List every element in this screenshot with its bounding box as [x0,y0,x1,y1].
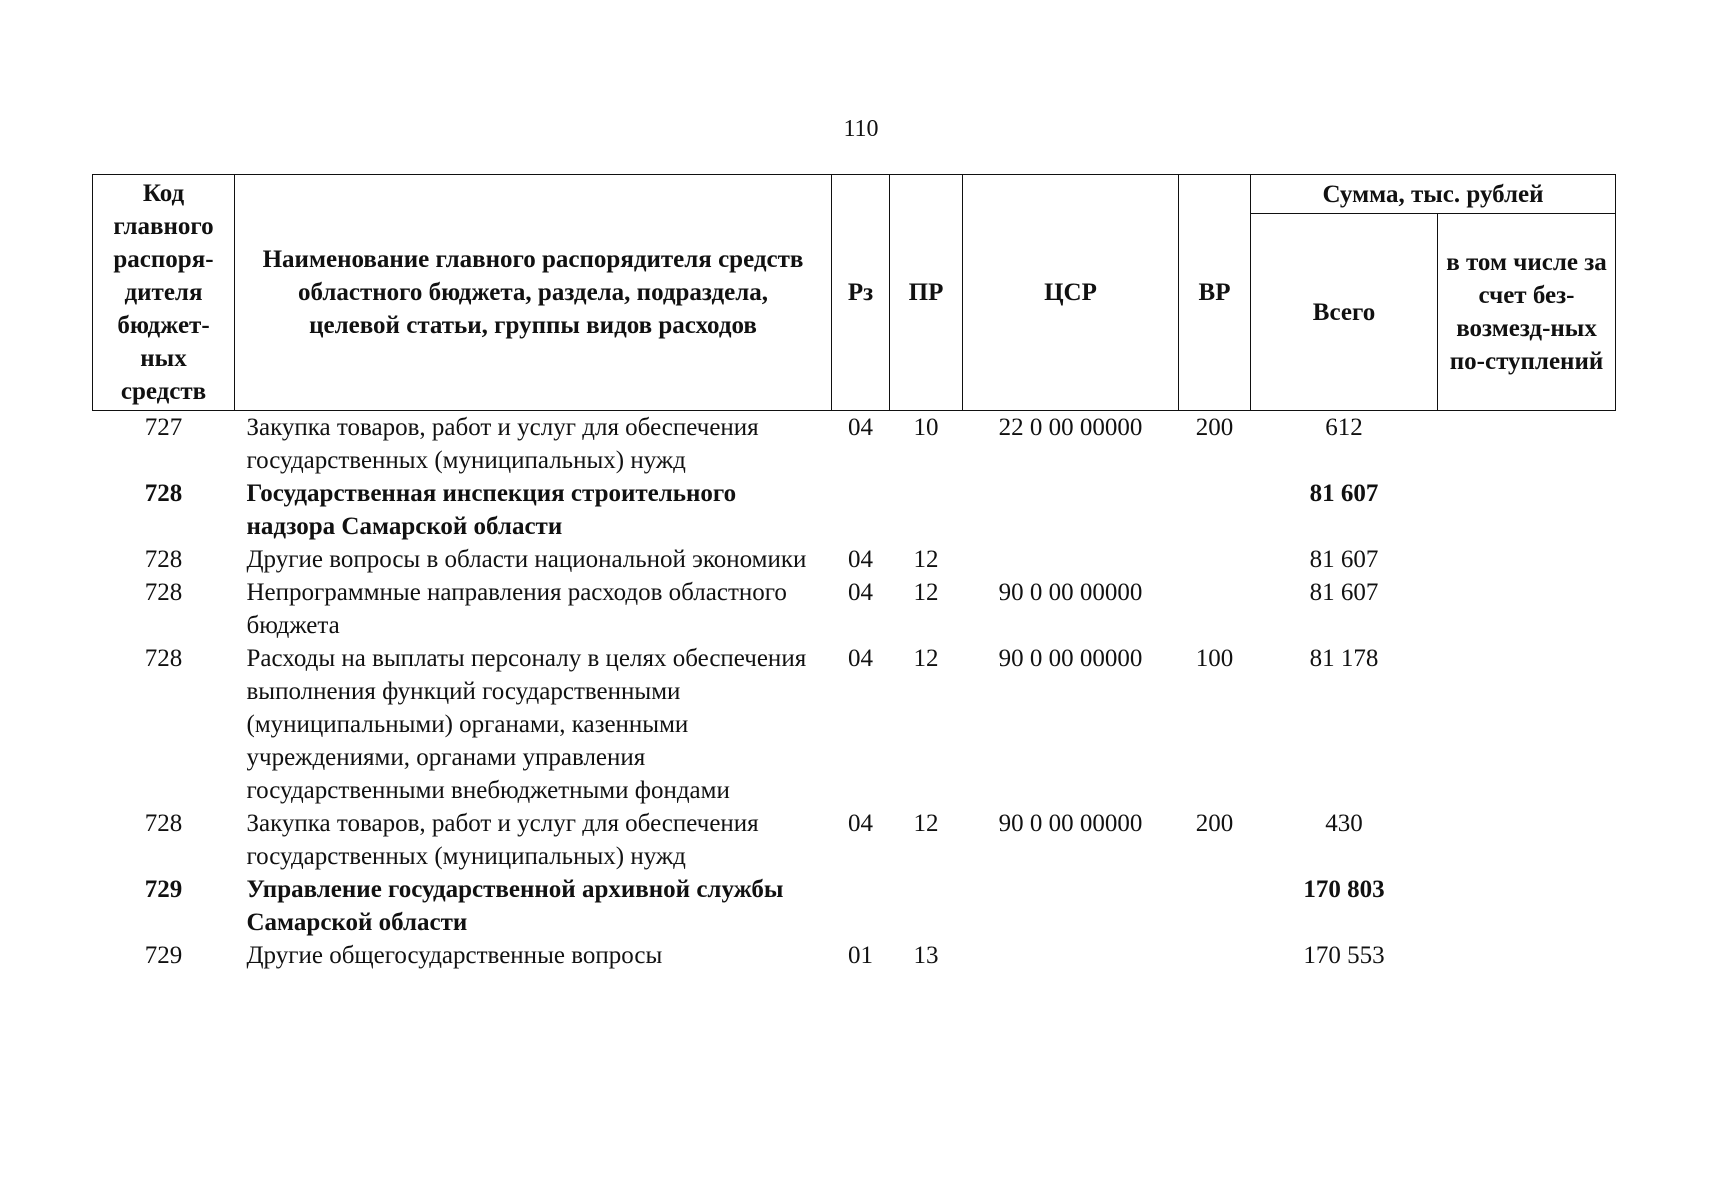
header-pr: ПР [890,175,963,411]
row-total: 81 607 [1309,480,1379,507]
row-incl [1438,807,1616,873]
row-incl [1438,642,1616,807]
row-rz: 04 [848,645,873,672]
row-rz: 04 [848,579,873,606]
row-total: 170 803 [1303,876,1385,903]
row-vr [1179,576,1251,642]
row-name: Непрограммные направления расходов областного бюджета [246,579,787,639]
row-pr: 10 [913,414,939,441]
row-total: 81 178 [1309,645,1379,672]
row-total: 612 [1325,414,1363,441]
table-body [93,411,1616,973]
header-vr: ВР [1179,175,1251,411]
row-pr [890,477,963,543]
header-name: Наименование главного распорядителя средств областного бюджета, раздела, подраздела, целевой статьи, группы видов расходов [235,175,832,411]
row-csr [963,873,1179,939]
row-code: 728 [144,810,183,837]
row-csr [963,543,1179,576]
row-name: Другие вопросы в области национальной экономики [246,546,807,573]
row-rz: 04 [848,810,873,837]
row-csr: 22 0 00 00000 [998,414,1143,441]
header-csr: ЦСР [963,175,1179,411]
table-header [93,175,1616,411]
row-name: Расходы на выплаты персоналу в целях обеспечения выполнения функций государственными (муниципальными) органами, казенными учреждениями, органами управления государственными внебюджетными фондами [246,645,807,804]
table-row [93,642,1616,807]
row-csr: 90 0 00 00000 [998,645,1143,672]
table-row [93,543,1616,576]
header-rz: Рз [832,175,890,411]
table-row [93,807,1616,873]
row-vr: 200 [1195,810,1234,837]
row-code: 728 [144,546,183,573]
table-row [93,576,1616,642]
row-csr: 90 0 00 00000 [998,579,1143,606]
row-pr: 12 [913,579,939,606]
row-name: Другие общегосударственные вопросы [246,942,663,969]
row-vr [1179,939,1251,972]
row-code: 728 [144,480,183,507]
row-incl [1438,477,1616,543]
row-csr: 90 0 00 00000 [998,810,1143,837]
budget-table [92,174,1616,972]
row-rz: 04 [848,414,873,441]
row-name: Закупка товаров, работ и услуг для обеспечения государственных (муниципальных) нужд [246,414,759,474]
row-code: 728 [144,645,183,672]
row-pr [890,873,963,939]
table-row [93,873,1616,939]
row-vr [1179,477,1251,543]
row-total: 81 607 [1309,579,1379,606]
row-incl [1438,873,1616,939]
row-incl [1438,411,1616,478]
row-code: 729 [144,876,183,903]
row-rz: 04 [848,546,873,573]
header-incl: в том числе за счет без-возмезд-ных по-ступлений [1438,214,1616,411]
row-rz [832,873,890,939]
header-code: Код главного распоря-дителя бюджет-ных средств [93,175,235,411]
header-total: Всего [1251,214,1438,411]
row-incl [1438,939,1616,972]
row-name: Закупка товаров, работ и услуг для обеспечения государственных (муниципальных) нужд [246,810,759,870]
row-vr: 200 [1195,414,1234,441]
row-pr: 13 [913,942,939,969]
row-pr: 12 [913,645,939,672]
row-rz [832,477,890,543]
table-row [93,477,1616,543]
row-name: Управление государственной архивной службы Самарской области [246,876,784,936]
row-rz: 01 [848,942,873,969]
row-pr: 12 [913,810,939,837]
row-code: 728 [144,579,183,606]
row-vr [1179,543,1251,576]
row-total: 170 553 [1303,942,1385,969]
row-pr: 12 [913,546,939,573]
row-code: 727 [144,414,183,441]
row-total: 430 [1325,810,1363,837]
row-vr [1179,873,1251,939]
row-incl [1438,543,1616,576]
page-number: 110 [843,116,879,142]
row-code: 729 [144,942,183,969]
row-name: Государственная инспекция строительного надзора Самарской области [246,480,737,540]
header-sum-group: Сумма, тыс. рублей [1251,175,1616,214]
row-csr [963,477,1179,543]
row-incl [1438,576,1616,642]
table-row [93,939,1616,972]
row-total: 81 607 [1309,546,1379,573]
row-vr: 100 [1195,645,1234,672]
row-csr [963,939,1179,972]
table-row [93,411,1616,478]
